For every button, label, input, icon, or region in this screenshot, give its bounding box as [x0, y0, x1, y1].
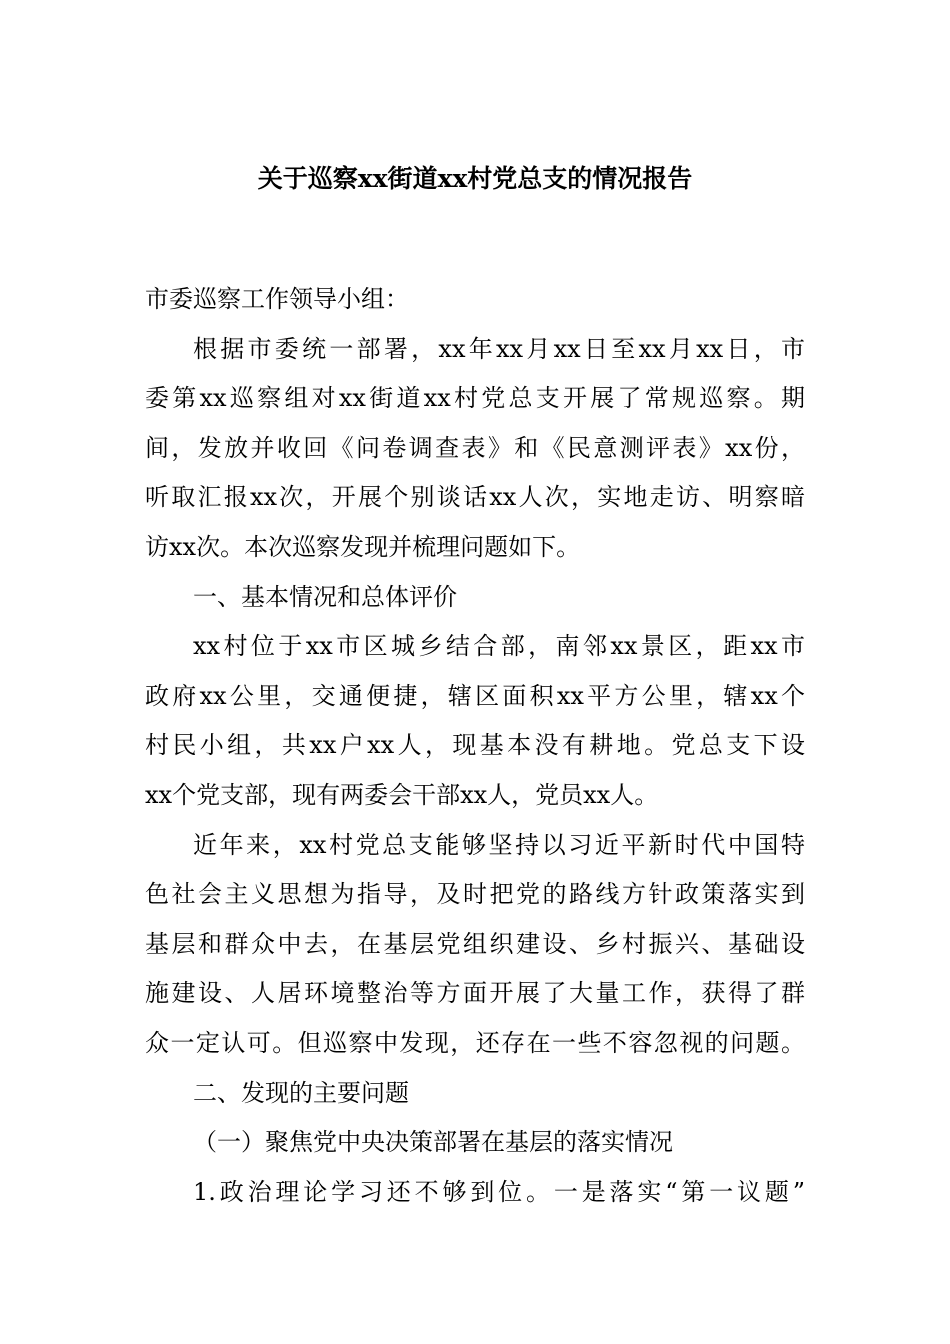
paragraph-line: 基层和群众中去，在基层党组织建设、乡村振兴、基础设 [145, 929, 805, 958]
paragraph-line: xx村位于xx市区城乡结合部，南邻xx景区，距xx市 [193, 632, 805, 661]
paragraph-line: 村民小组，共xx户xx人，现基本没有耕地。党总支下设 [145, 731, 805, 760]
section-heading-1: 一、基本情况和总体评价 [193, 582, 457, 611]
paragraph-line: 根据市委统一部署，xx年xx月xx日至xx月xx日，市 [193, 334, 805, 363]
document-body [145, 275, 805, 1217]
salutation-line: 市委巡察工作领导小组： [145, 285, 409, 313]
paragraph-line: 听取汇报xx次，开展个别谈话xx人次，实地走访、明察暗 [145, 483, 805, 512]
paragraph-line: 众一定认可。但巡察中发现，还存在一些不容忽视的问题。 [145, 1028, 805, 1057]
paragraph-line: 色社会主义思想为指导，及时把党的路线方针政策落实到 [145, 880, 805, 909]
paragraph-line: 近年来，xx村党总支能够坚持以习近平新时代中国特 [193, 830, 805, 859]
paragraph-line: 政府xx公里，交通便捷，辖区面积xx平方公里，辖xx个 [145, 681, 805, 710]
section-heading-2: 二、发现的主要问题 [193, 1078, 409, 1107]
paragraph-line: 间，发放并收回《问卷调查表》和《民意测评表》xx份， [145, 433, 805, 462]
document-title: 关于巡察xx街道xx村党总支的情况报告 [257, 164, 693, 193]
paragraph-line: 施建设、人居环境整治等方面开展了大量工作，获得了群 [145, 979, 805, 1008]
paragraph-line: 访xx次。本次巡察发现并梳理问题如下。 [145, 532, 581, 561]
subsection-heading: （一）聚焦党中央决策部署在基层的落实情况 [193, 1128, 673, 1157]
paragraph-line: 委第xx巡察组对xx街道xx村党总支开展了常规巡察。期 [145, 384, 805, 413]
paragraph-line: xx个党支部，现有两委会干部xx人，党员xx人。 [145, 780, 659, 809]
paragraph-line: 1.政治理论学习还不够到位。一是落实“第一议题” [193, 1177, 805, 1206]
